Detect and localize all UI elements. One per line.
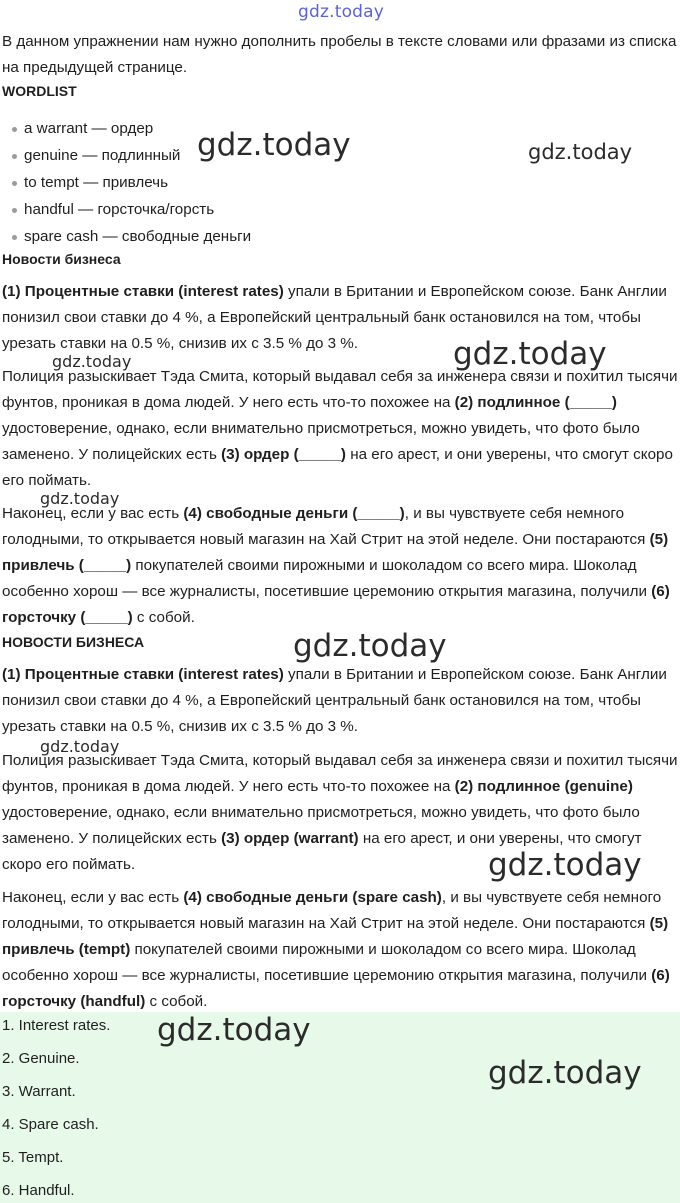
term-bold: (2) подлинное (_____) (454, 394, 617, 411)
site-watermark-top: gdz.today (298, 2, 385, 22)
paragraph-text: , и вы чувствуете себя немного голодными, то открывается новый магазин на Хай Стрит на этой неделе. Они постараются (2, 889, 662, 932)
watermark: gdz.today (52, 352, 132, 371)
wordlist-item: genuine — подлинный (12, 142, 251, 169)
paragraph-text: упали в Британии и Европейском союзе. Банк Англии понизил свои ставки до 4 %, а Европейский центральный банк остановился на том, чтобы урезать ставки на 0.5 %, снизив их с 3.5 % до 3 %. (2, 666, 667, 735)
paragraph-text: удостоверение, однако, если внимательно присмотреться, можно увидеть, что фото было заменено. У полицейских есть (2, 804, 640, 847)
watermark: gdz.today (453, 336, 607, 372)
paragraph-text: с собой. (145, 993, 208, 1010)
paragraph-text: , и вы чувствуете себя немного голодными, то открывается новый магазин на Хай Стрит на этой неделе. Они постараются (2, 505, 650, 548)
section2-heading: НОВОСТИ БИЗНЕСА (2, 634, 145, 650)
term-bold: (5) привлечь (_____) (2, 531, 669, 574)
term-bold: (3) ордер (_____) (221, 446, 346, 463)
watermark: gdz.today (40, 737, 120, 756)
item-number: (1) (2, 283, 21, 300)
paragraph-text: Наконец, если у вас есть (2, 889, 184, 906)
answers-panel (0, 1012, 680, 1203)
paragraph-text: покупателей своими пирожными и шоколадом со всего мира. Шоколад особенно хорош — все журналисты, посетившие церемонию открытия магазина, получили (2, 557, 652, 600)
paragraph-text: на его арест, и они уверены, что смогут скоро его поймать. (2, 446, 673, 489)
paragraph-text: на его арест, и они уверены, что смогут скоро его поймать. (2, 830, 642, 873)
paragraph-text: с собой. (132, 609, 195, 626)
term-bold: Процентные ставки (interest rates) (24, 666, 284, 683)
paragraph-text: удостоверение, однако, если внимательно присмотреться, можно увидеть, что фото было заменено. У полицейских есть (2, 420, 640, 463)
watermark: gdz.today (157, 1012, 311, 1048)
item-number: (1) (2, 666, 21, 683)
watermark: gdz.today (293, 628, 447, 664)
answer-item: 5. Tempt. (2, 1149, 64, 1166)
section1-paragraph-3 (2, 501, 678, 631)
wordlist-item: spare cash — свободные деньги (12, 223, 251, 250)
watermark: gdz.today (488, 1055, 642, 1091)
section2-paragraph-3 (2, 885, 678, 1015)
wordlist-item: a warrant — ордер (12, 115, 251, 142)
term-bold: (2) подлинное (genuine) (454, 778, 633, 795)
term-bold: (4) свободные деньги (spare cash) (183, 889, 442, 906)
wordlist-item: to tempt — привлечь (12, 169, 251, 196)
paragraph-text: упали в Британии и Европейском союзе. Банк Англии понизил свои ставки до 4 %, а Европейский центральный банк остановился на том, чтобы урезать ставки на 0.5 %, снизив их с 3.5 % до 3 %. (2, 283, 667, 352)
term-bold: (3) ордер (warrant) (221, 830, 359, 847)
watermark: gdz.today (528, 140, 633, 164)
paragraph-text: покупателей своими пирожными и шоколадом со всего мира. Шоколад особенно хорош — все журналисты, посетившие церемонию открытия магазина, получили (2, 941, 652, 984)
answer-item: 6. Handful. (2, 1182, 75, 1199)
section1-paragraph-2 (2, 364, 678, 494)
term-bold: (5) привлечь (tempt) (2, 915, 669, 958)
paragraph-text: Наконец, если у вас есть (2, 505, 184, 522)
answer-item: 3. Warrant. (2, 1083, 76, 1100)
term-bold: (4) свободные деньги (_____) (183, 505, 405, 522)
answer-item: 1. Interest rates. (2, 1017, 111, 1034)
term-bold: (6) горсточку (handful) (2, 967, 670, 1010)
term-bold: (6) горсточку (_____) (2, 583, 670, 626)
answer-item: 4. Spare cash. (2, 1116, 99, 1133)
answer-item: 2. Genuine. (2, 1050, 80, 1067)
wordlist-heading: WORDLIST (2, 83, 77, 99)
wordlist-item: handful — горсточка/горсть (12, 196, 251, 223)
watermark: gdz.today (40, 489, 120, 508)
paragraph-text: Полиция разыскивает Тэда Смита, который выдавал себя за инженера связи и похитил тысячи фунтов, проникая в дома людей. У него есть что-то похожее на (2, 368, 678, 411)
term-bold: Процентные ставки (interest rates) (24, 283, 284, 300)
intro-text: В данном упражнении нам нужно дополнить пробелы в тексте словами или фразами из списка на предыдущей странице. (2, 33, 677, 76)
section1-heading: Новости бизнеса (2, 251, 121, 267)
watermark: gdz.today (488, 847, 642, 883)
section2-paragraph-1 (2, 662, 678, 740)
paragraph-text: Полиция разыскивает Тэда Смита, который выдавал себя за инженера связи и похитил тысячи фунтов, проникая в дома людей. У него есть что-то похожее на (2, 752, 678, 795)
watermark: gdz.today (197, 127, 351, 163)
